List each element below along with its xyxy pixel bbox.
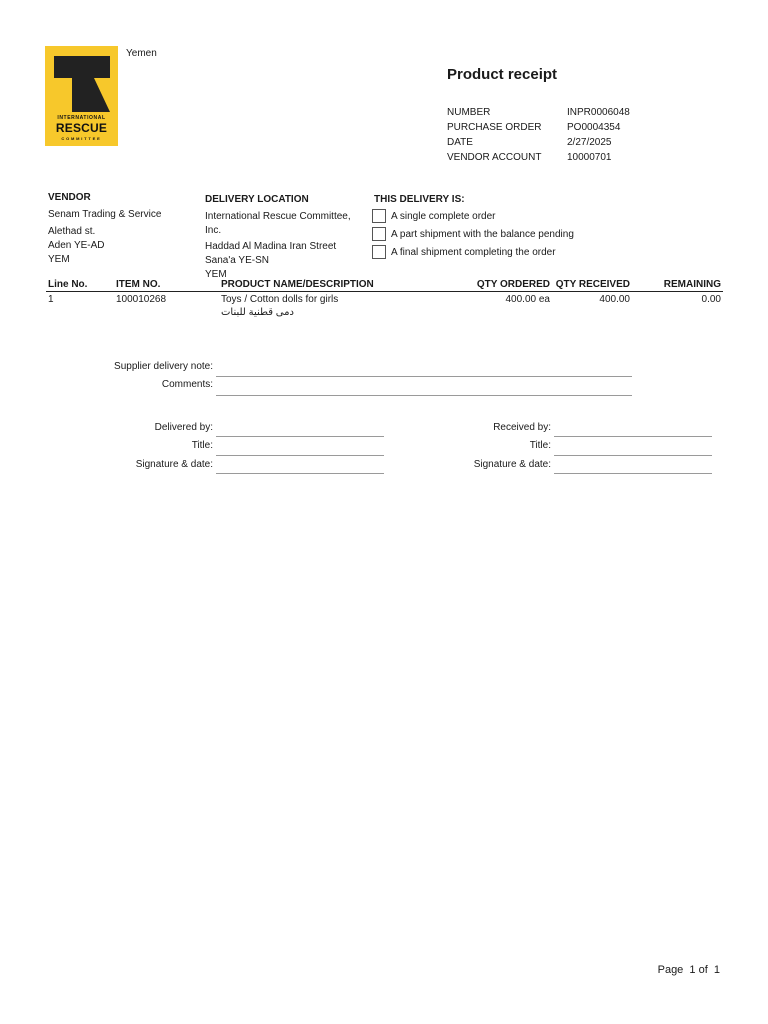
date-label: DATE [447,137,473,148]
purchase-order-label: PURCHASE ORDER [447,122,542,133]
supplier-delivery-note-field[interactable] [216,376,632,377]
single-complete-checkbox[interactable] [372,209,386,223]
delivery-street: Haddad Al Madina Iran Street [205,241,337,252]
logo-text-committee: COMMITTEE [61,136,102,141]
delivery-country [205,267,227,277]
delivered-signature-label: Signature & date: [135,459,213,470]
delivered-by-label: Delivered by: [154,422,213,433]
supplier-delivery-note-label: Supplier delivery note: [114,361,213,372]
row-product-arabic: دمى قطنية للبنات [221,307,294,318]
received-signature-label: Signature & date: [473,459,551,470]
delivery-org-line2: Inc. [205,225,222,236]
received-title-label: Title: [529,440,551,451]
row-qty-ordered: 400.00 ea [505,294,550,305]
part-shipment-checkbox[interactable] [372,227,386,241]
row-qty-received: 400.00 [599,294,630,305]
col-header-product: PRODUCT NAME/DESCRIPTION [221,279,374,290]
delivery-location-heading: DELIVERY LOCATION [205,194,309,205]
country-label: Yemen [126,48,157,59]
delivery-country-text: YEM [205,269,227,277]
delivered-by-field[interactable] [216,436,384,437]
received-signature-field[interactable] [554,473,712,474]
comments-label: Comments: [161,379,213,390]
final-shipment-checkbox[interactable] [372,245,386,259]
irc-logo [45,46,118,146]
vendor-account-label: VENDOR ACCOUNT [447,152,542,163]
number-value: INPR0006048 [567,107,630,118]
col-header-qty-received: QTY RECEIVED [555,279,630,290]
purchase-order-value: PO0004354 [567,122,621,133]
vendor-heading: VENDOR [48,192,91,203]
row-item-no: 100010268 [116,294,167,305]
vendor-city: Aden YE-AD [48,240,105,251]
col-header-line-no: Line No. [48,279,88,290]
single-complete-label: A single complete order [391,211,496,222]
delivery-org-line1: International Rescue Committee, [205,211,351,222]
irc-logo-mark-icon [54,56,110,112]
logo-text-international: INTERNATIONAL [57,115,106,121]
page-number: Page 1 of 1 [657,964,720,976]
row-remaining: 0.00 [701,294,721,305]
vendor-country: YEM [48,254,70,265]
vendor-street: Alethad st. [48,226,96,237]
col-header-remaining: REMAINING [663,279,721,290]
final-shipment-label: A final shipment completing the order [391,247,556,258]
col-header-item-no: ITEM NO. [116,279,161,290]
delivered-title-label: Title: [191,440,213,451]
received-by-label: Received by: [493,422,551,433]
table-header-rule [46,291,723,292]
delivered-signature-field[interactable] [216,473,384,474]
row-product: Toys / Cotton dolls for girls [221,294,339,305]
date-value: 2/27/2025 [567,137,612,148]
delivery-city: Sana'a YE-SN [205,255,269,266]
vendor-account-value: 10000701 [567,152,612,163]
received-title-field[interactable] [554,455,712,456]
col-header-qty-ordered: QTY ORDERED [476,279,550,290]
received-by-field[interactable] [554,436,712,437]
logo-text-rescue: RESCUE [55,121,108,135]
row-line-no: 1 [48,294,54,305]
page-title: Product receipt [447,66,558,83]
delivery-type-heading: THIS DELIVERY IS: [374,194,465,205]
part-shipment-label: A part shipment with the balance pending [391,229,574,240]
delivered-title-field[interactable] [216,455,384,456]
number-label: NUMBER [447,107,491,118]
comments-field[interactable] [216,395,632,396]
vendor-name: Senam Trading & Service [48,209,162,220]
